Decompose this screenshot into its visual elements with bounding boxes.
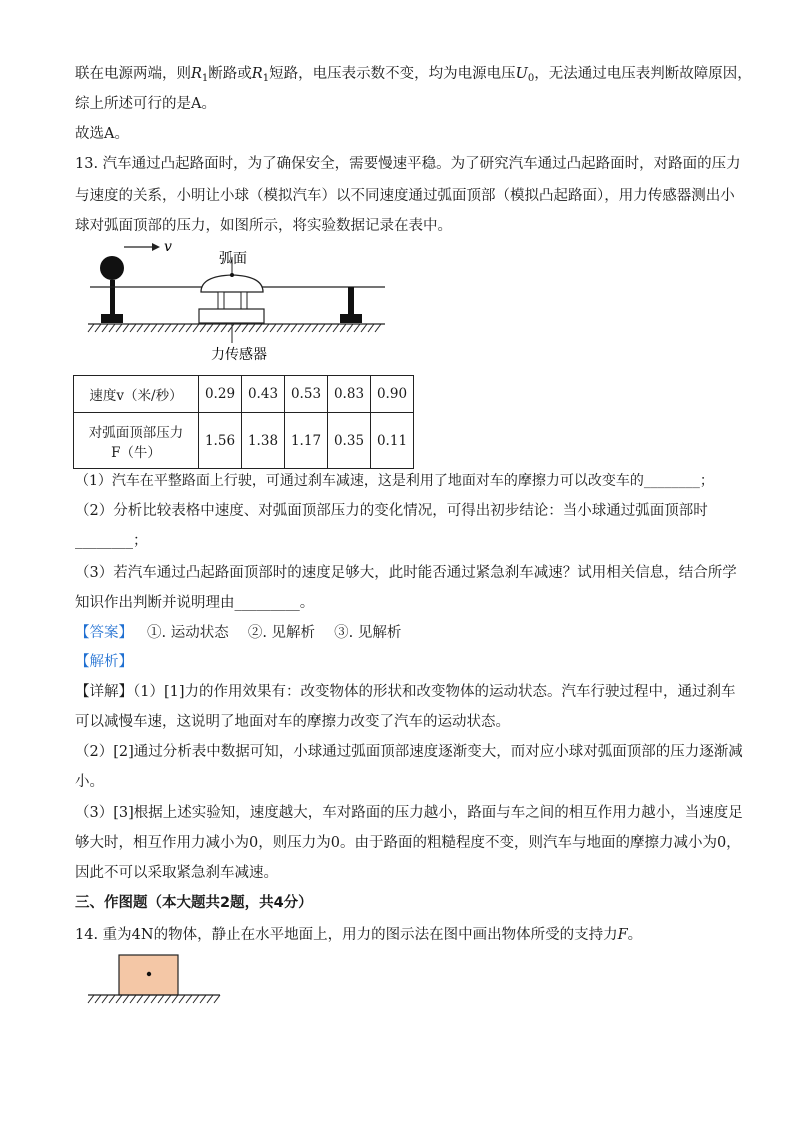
prev-line-2: 综上所述可行的是A。 [75,96,216,112]
hatch-stroke [186,995,192,1003]
table-row-speed [74,376,414,413]
text: 断路或 [208,66,252,82]
symbol-r: R [191,66,202,82]
symbol-r: R [251,66,263,82]
table-cell: 0.11 [371,413,414,469]
analysis-tag: 【解析】 [75,654,133,670]
hatch-stroke [368,324,374,332]
hatch-stroke [102,324,108,332]
hatch-stroke [284,324,290,332]
hatch-stroke [165,995,171,1003]
q13-part-2: （2）分析比较表格中速度、对弧面顶部压力的变化情况，可得出初步结论：当小球通过弧面顶部时 [75,503,708,519]
symbol-f: F [617,927,628,943]
text: 联在电源两端，则 [75,66,191,82]
hatch-stroke [270,324,276,332]
answer-tag: 【答案】 [75,625,133,641]
hatch-stroke [137,324,143,332]
arc-label: 弧面 [219,251,247,267]
hatch-stroke [354,324,360,332]
hatch-stroke [249,324,255,332]
hatch-stroke [179,995,185,1003]
hatch-stroke [256,324,262,332]
hatch-stroke [88,324,94,332]
hatch-stroke [305,324,311,332]
answer-body: ①. 运动状态 ②. 见解析 ③. 见解析 [147,625,402,641]
row-head-force-line-2: F（牛） [111,444,161,461]
table-cell: 0.29 [199,376,242,413]
hatch-stroke [158,324,164,332]
detail-line-4: 小。 [75,774,104,790]
hatch-stroke [193,324,199,332]
arc-surface [201,275,263,292]
hatch-stroke [95,995,101,1003]
hatch-stroke [130,995,136,1003]
prev-line-3: 故选A。 [75,126,129,142]
hatch-stroke [235,324,241,332]
table-cell: 0.43 [242,376,285,413]
hatch-stroke [319,324,325,332]
q13-part-3-line-2: 知识作出判断并说明理由_________。 [75,595,315,611]
force-sensor [199,309,264,323]
q13-line-1: 13. 汽车通过凸起路面时，为了确保安全，需要慢速平稳。为了研究汽车通过凸起路面时，对路面的压力 [75,156,741,172]
hatch-stroke [193,995,199,1003]
hatch-stroke [214,995,220,1003]
arc-support-left [218,292,224,309]
table-cell: 0.90 [371,376,414,413]
hatch-stroke [214,324,220,332]
text: ，无法通过电压表判断故障原因， [534,66,752,82]
detail-line-1: 【详解】（1）[1]力的作用效果有：改变物体的形状和改变物体的运动状态。汽车行驶过程中，通过刹车 [75,684,736,700]
right-post [348,287,354,315]
hatch-stroke [263,324,269,332]
hatch-stroke [179,324,185,332]
hatch-stroke [144,324,150,332]
hatch-stroke [172,995,178,1003]
hatch-stroke [298,324,304,332]
text: 短路，电压表示数不变，均为电源电压 [269,66,516,82]
row-head-force-line-1: 对弧面顶部压力 [88,424,184,441]
ground-hatching [88,324,381,332]
row-head-force [74,413,199,469]
hatch-stroke [242,324,248,332]
detail-line-6: 够大时，相互作用力减小为0，则压力为0。由于路面的粗糙程度不变，则汽车与地面的摩擦力减小为0， [75,835,741,851]
q13-part-3-line-1: （3）若汽车通过凸起路面顶部时的速度足够大，此时能否通过紧急刹车减速？试用相关信息，结合所学 [75,565,737,581]
hatch-stroke [375,324,381,332]
hatch-stroke [277,324,283,332]
hatch-stroke [165,324,171,332]
q13-part-1: （1）汽车在平整路面上行驶，可通过刹车减速，这是利用了地面对车的摩擦力可以改变车的________； [75,473,714,489]
table-row-force [74,413,414,469]
detail-line-5: （3）[3]根据上述实验知，速度越大，车对路面的压力越小，路面与车之间的相互作用力越小，当速度足 [75,805,743,821]
right-base [340,314,362,323]
hatch-stroke [347,324,353,332]
hatch-stroke [88,995,94,1003]
hatch-stroke [151,995,157,1003]
subscript: 0 [527,73,535,84]
subscript: 1 [201,73,209,84]
q13-line-3: 球对弧面顶部的压力，如图所示，将实验数据记录在表中。 [75,218,452,234]
velocity-arrowhead [152,243,160,251]
hatch-stroke [151,324,157,332]
detail-line-3: （2）[2]通过分析表中数据可知，小球通过弧面顶部速度逐渐变大，而对应小球对弧面顶部的压力逐渐减 [75,744,743,760]
hatch-stroke [200,324,206,332]
hatch-stroke [116,324,122,332]
hatch-stroke [361,324,367,332]
hatch-stroke [186,324,192,332]
q14-prompt [75,925,642,945]
center-of-gravity-dot [147,972,151,976]
hatch-stroke [130,324,136,332]
detail-line-2: 可以减慢车速，这说明了地面对车的摩擦力改变了汽车的运动状态。 [75,714,510,730]
symbol-u: U [515,66,528,82]
velocity-label: v [164,239,172,255]
hatch-stroke [333,324,339,332]
subscript: 1 [262,73,270,84]
table-cell: 0.35 [328,413,371,469]
hatch-stroke [95,324,101,332]
row-head-speed: 速度v（米/秒） [74,376,199,413]
q13-line-2: 与速度的关系，小明让小球（模拟汽车）以不同速度通过弧面顶部（模拟凸起路面），用力传感器测出小 [75,188,735,204]
hatch-stroke [116,995,122,1003]
q14-ground-hatching [88,995,220,1003]
hatch-stroke [102,995,108,1003]
table-cell: 0.53 [285,376,328,413]
hatch-stroke [137,995,143,1003]
hatch-stroke [109,324,115,332]
hatch-stroke [109,995,115,1003]
data-table [73,375,414,469]
hatch-stroke [207,324,213,332]
hatch-stroke [228,324,234,332]
hatch-stroke [200,995,206,1003]
table-cell: 1.38 [242,413,285,469]
ball [100,256,124,280]
left-post [110,280,115,315]
hatch-stroke [172,324,178,332]
hatch-stroke [326,324,332,332]
arc-top-dot [230,273,234,277]
left-base [101,314,123,323]
hatch-stroke [312,324,318,332]
hatch-stroke [123,995,129,1003]
hatch-stroke [221,324,227,332]
answer-line [75,623,401,643]
table-cell: 1.56 [199,413,242,469]
hatch-stroke [158,995,164,1003]
hatch-stroke [207,995,213,1003]
q14-end: 。 [627,927,643,943]
table-cell: 0.83 [328,376,371,413]
q13-part-2-blank: ________； [75,533,148,549]
hatch-stroke [123,324,129,332]
hatch-stroke [291,324,297,332]
table-cell: 1.17 [285,413,328,469]
section-heading: 三、作图题（本大题共2题，共4分） [75,895,313,911]
arc-support-right [241,292,247,309]
sensor-label: 力传感器 [211,347,267,363]
hatch-stroke [340,324,346,332]
q14-text: 14. 重为4N的物体，静止在水平地面上，用力的图示法在图中画出物体所受的支持力 [75,927,618,943]
hatch-stroke [144,995,150,1003]
detail-line-7: 因此不可以采取紧急刹车减速。 [75,865,278,881]
